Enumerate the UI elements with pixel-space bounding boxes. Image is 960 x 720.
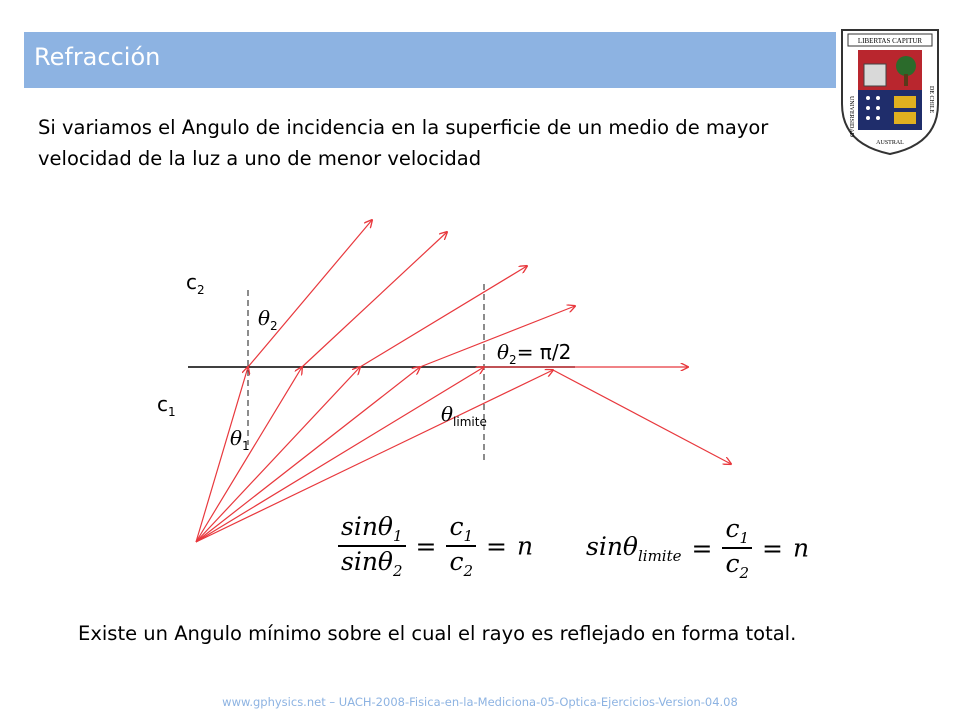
label-theta-limite <box>441 402 487 429</box>
c2-sub: 2 <box>197 283 205 297</box>
eq1-equals: = <box>415 531 437 561</box>
critical-symbol: θ <box>497 340 510 364</box>
reflected-ray <box>553 370 731 464</box>
label-theta1 <box>230 426 250 453</box>
eq2-den: c <box>725 549 740 578</box>
refracted-ray-1 <box>248 220 372 367</box>
limit-sub: limite <box>453 415 487 429</box>
theta2-symbol: θ <box>258 306 271 330</box>
limit-symbol: θ <box>441 402 454 426</box>
critical-angle-equation <box>586 514 809 580</box>
theta1-sub: 1 <box>242 439 250 453</box>
crest-right-text: DE CHILE <box>928 86 934 114</box>
slide-title: Refracción <box>34 43 161 71</box>
eq1-den2-sub: 2 <box>463 562 474 580</box>
label-theta2 <box>258 306 278 333</box>
incident-ray-3 <box>196 367 360 542</box>
eq2-rhs: n <box>792 533 810 563</box>
eq1-num: sinθ <box>341 512 393 541</box>
eq2-num: c <box>725 514 740 543</box>
refracted-ray-2 <box>302 232 447 367</box>
eq2-den-sub: 2 <box>739 564 750 582</box>
eq2-equals: = <box>691 533 713 563</box>
snell-equation <box>338 512 533 578</box>
critical-rest: = π/2 <box>516 340 572 364</box>
eq2-lhs-sub: limite <box>637 546 682 565</box>
label-c1 <box>157 392 176 419</box>
eq1-rhs: n <box>517 531 534 561</box>
label-critical-angle <box>497 340 571 367</box>
eq1-den-sub: 2 <box>392 562 403 580</box>
crest-left-text: UNIVERSIDAD <box>848 96 854 137</box>
footer-link[interactable]: www.gphysics.net – UACH-2008-Fisica-en-la-Mediciona-05-Optica-Ejercicios-Version-04.08 <box>222 695 738 709</box>
theta1-symbol: θ <box>230 426 243 450</box>
speed-ratio <box>446 512 476 580</box>
incident-ray-2 <box>196 367 302 542</box>
theta2-sub: 2 <box>270 319 278 333</box>
crest-bottom-text: AUSTRAL <box>876 140 904 146</box>
eq2-lhs: sinθ <box>586 531 638 561</box>
eq2-num-sub: 1 <box>739 529 750 547</box>
crest-motto: LIBERTAS CAPITUR <box>857 37 923 45</box>
c1-base: c <box>157 392 168 416</box>
eq1-num-sub: 1 <box>392 527 403 545</box>
critical-sub: 2 <box>509 353 517 367</box>
eq1-den: sinθ <box>341 547 393 576</box>
eq2-equals-2: = <box>762 533 783 563</box>
sine-ratio <box>338 512 406 580</box>
c2-base: c <box>186 270 197 294</box>
eq1-num2: c <box>449 512 464 541</box>
speed-ratio-2 <box>722 514 752 582</box>
conclusion-text: Existe un Angulo mínimo sobre el cual el rayo es reflejado en forma total. <box>78 622 797 645</box>
c1-sub: 1 <box>168 405 176 419</box>
eq1-equals-2: = <box>486 531 507 561</box>
label-c2 <box>186 270 205 297</box>
eq1-den2: c <box>449 547 464 576</box>
rays <box>196 220 731 542</box>
eq1-num2-sub: 1 <box>463 527 474 545</box>
intro-text: Si variamos el Angulo de incidencia en la superficie de un medio de mayor velocidad de la luz a uno de menor velocidad <box>38 116 769 170</box>
